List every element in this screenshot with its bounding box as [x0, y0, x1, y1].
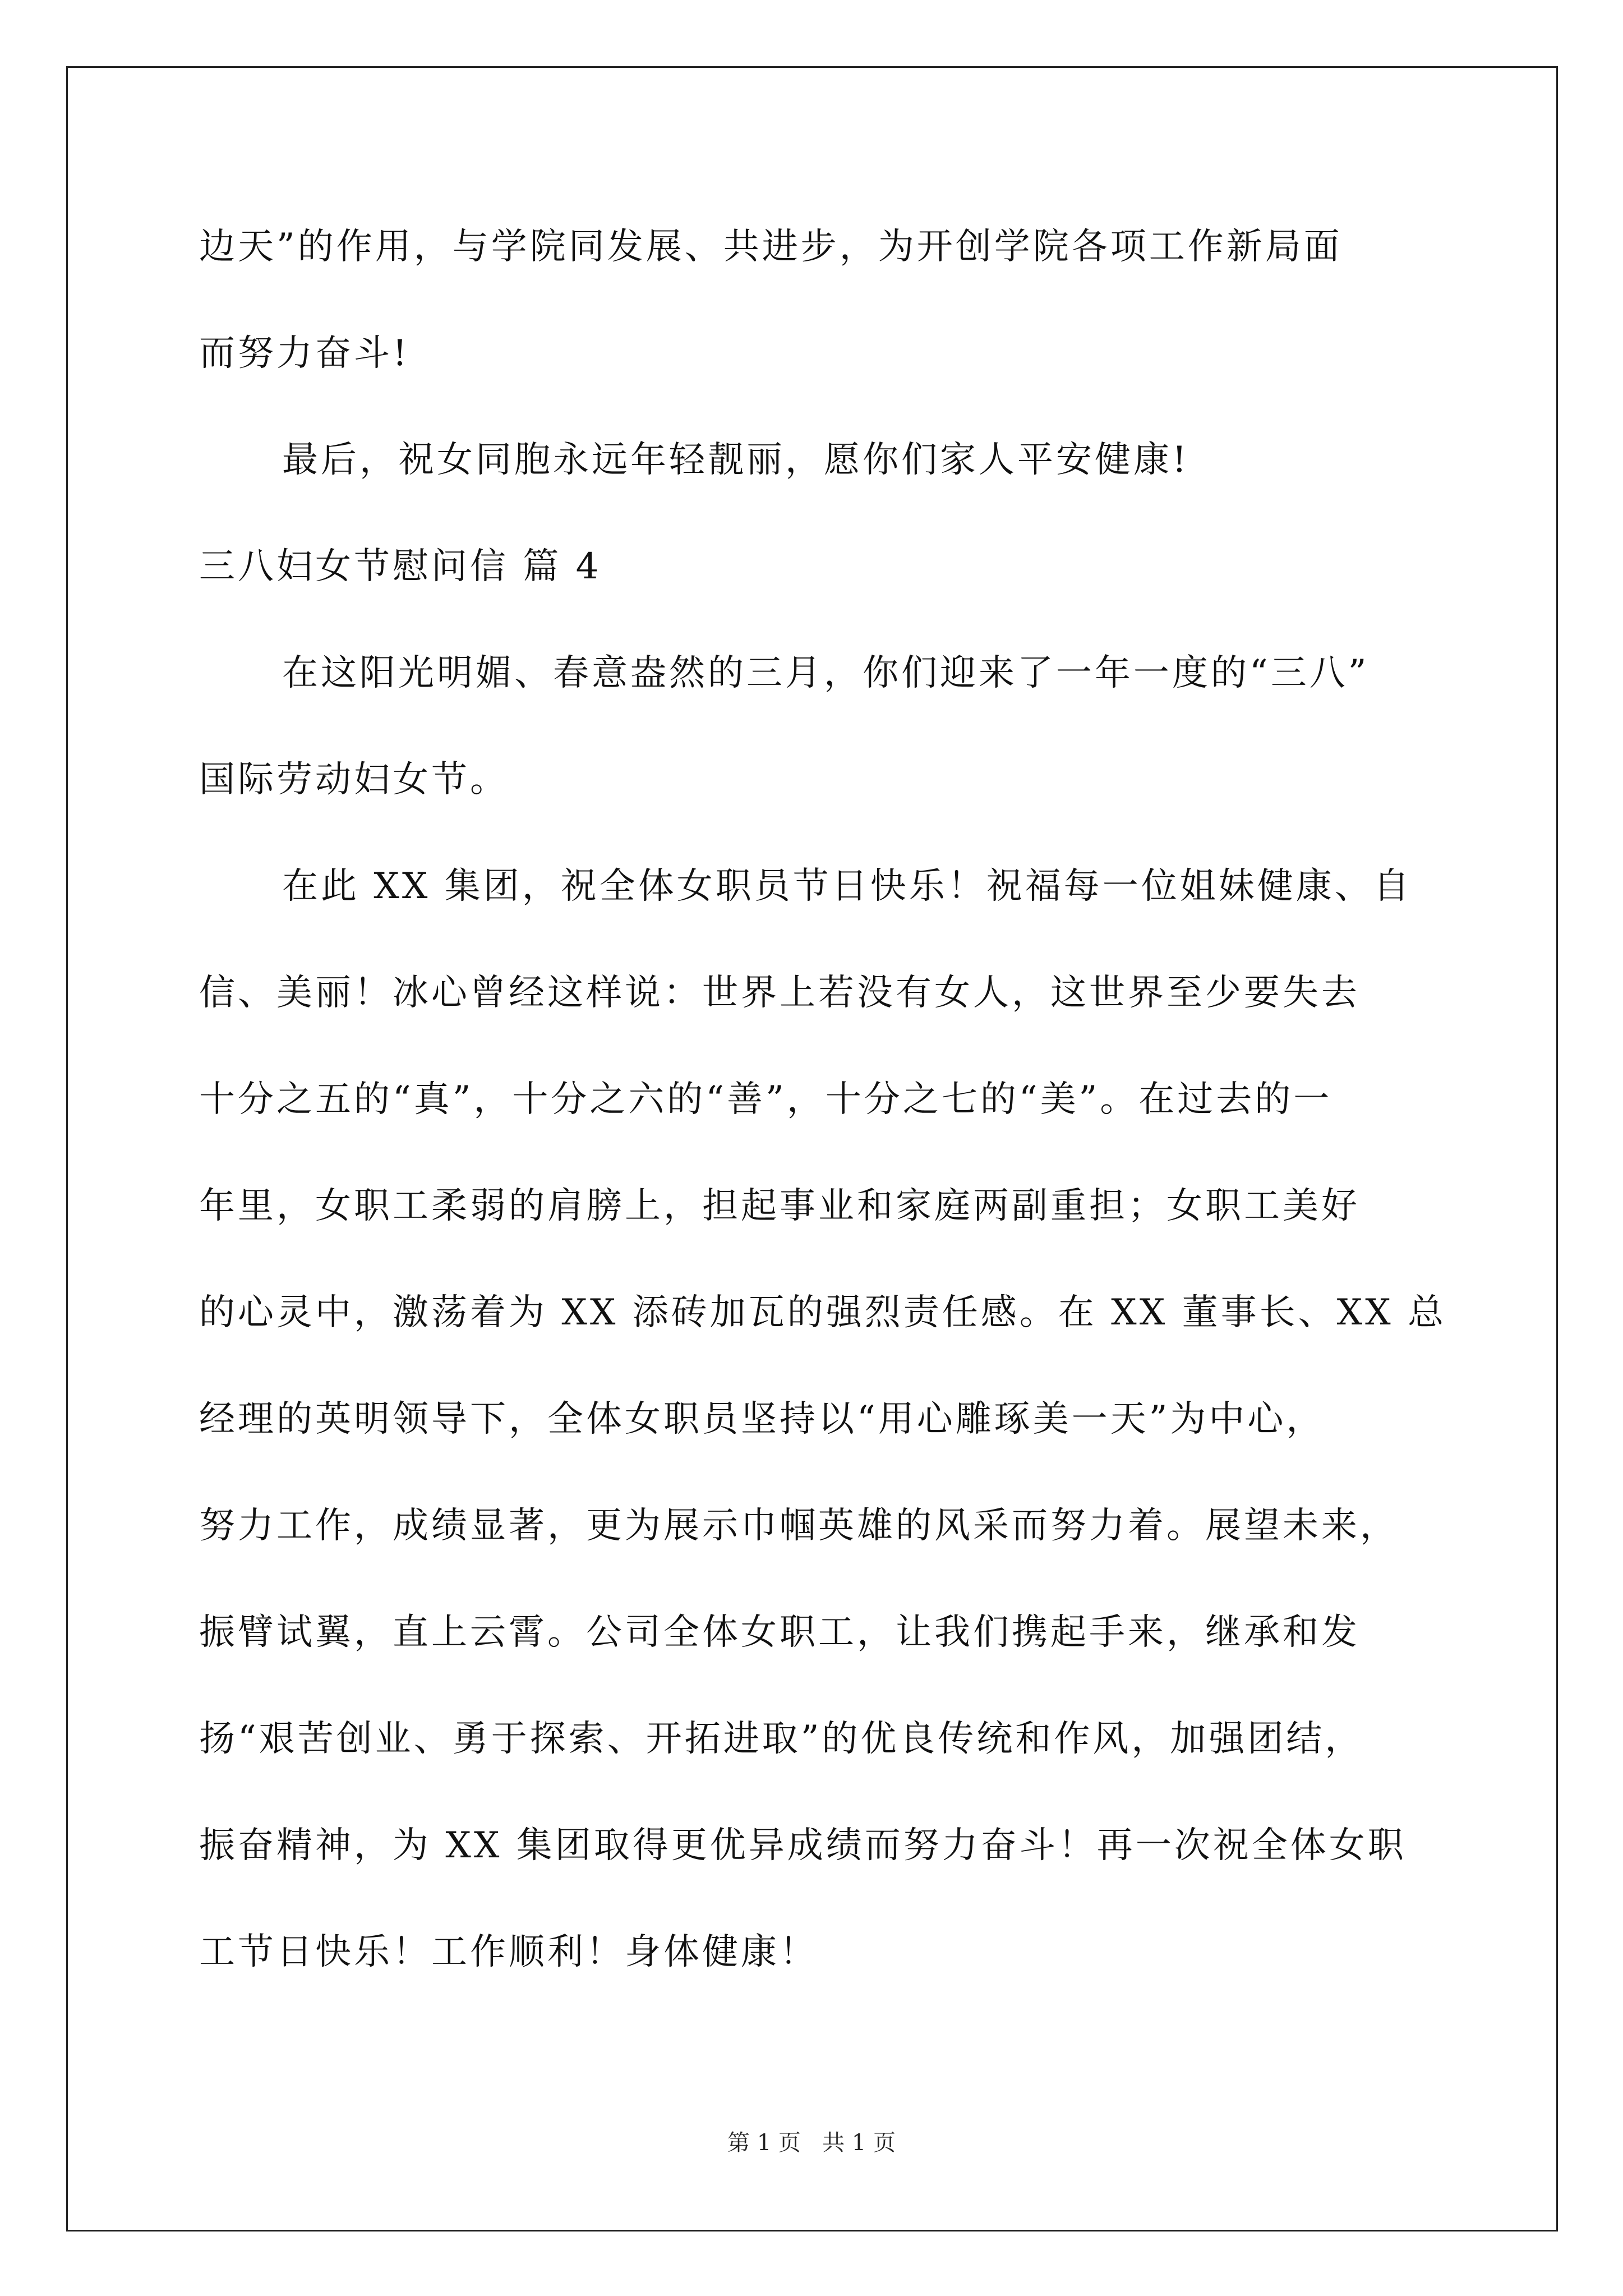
- paragraph-line: 国际劳动妇女节。: [199, 759, 509, 800]
- paragraph-line: 最后，祝女同胞永远年轻靓丽，愿你们家人平安健康!: [282, 439, 1189, 481]
- paragraph-line: 在这阳光明媚、春意盎然的三月，你们迎来了一年一度的“三八”: [282, 652, 1370, 694]
- paragraph-line: 经理的英明领导下，全体女职员坚持以“用心雕琢美一天”为中心，: [199, 1398, 1325, 1440]
- paragraph-line: 努力工作，成绩显著，更为展示巾帼英雄的风采而努力着。展望未来，: [199, 1505, 1399, 1547]
- paragraph-line: 工节日快乐！工作顺利！身体健康！: [199, 1931, 818, 1973]
- paragraph-line: 信、美丽！冰心曾经这样说：世界上若没有女人，这世界至少要失去: [199, 972, 1360, 1014]
- paragraph-line: 振臂试翼，直上云霄。公司全体女职工，让我们携起手来，继承和发: [199, 1612, 1360, 1653]
- page-number-footer: 第 1 页 共 1 页: [727, 2130, 896, 2156]
- paragraph-line: 振奋精神，为 XX 集团取得更优异成绩而努力奋斗！再一次祝全体女职: [199, 1825, 1407, 1866]
- paragraph-line: 而努力奋斗!: [199, 333, 410, 374]
- section-heading: 三八妇女节慰问信 篇 4: [199, 546, 602, 587]
- paragraph-line: 边天”的作用，与学院同发展、共进步，为开创学院各项工作新局面: [199, 226, 1343, 268]
- paragraph-line: 的心灵中，激荡着为 XX 添砖加瓦的强烈责任感。在 XX 董事长、XX 总: [199, 1292, 1447, 1333]
- paragraph-line: 扬“艰苦创业、勇于探索、开拓进取”的优良传统和作风，加强团结，: [199, 1718, 1364, 1760]
- paragraph-line: 十分之五的“真”，十分之六的“善”，十分之七的“美”。在过去的一: [199, 1079, 1332, 1120]
- paragraph-line: 在此 XX 集团，祝全体女职员节日快乐！祝福每一位姐妹健康、自: [282, 866, 1412, 907]
- paragraph-line: 年里，女职工柔弱的肩膀上，担起事业和家庭两副重担；女职工美好: [199, 1185, 1360, 1227]
- page-frame: [66, 66, 1558, 2231]
